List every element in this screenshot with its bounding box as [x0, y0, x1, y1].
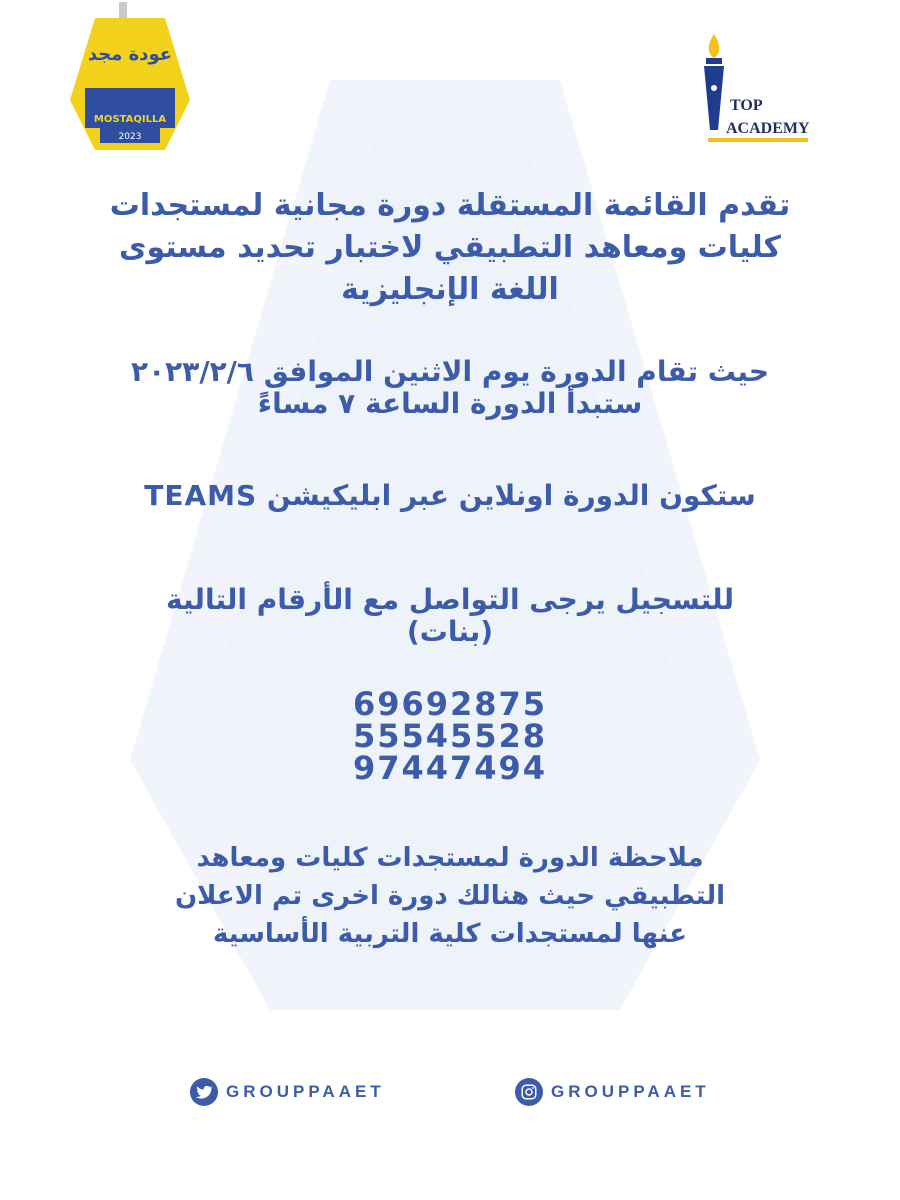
register-paragraph [60, 584, 840, 648]
twitter-handle: GROUPPAAET [226, 1082, 385, 1101]
mostaqilla-badge-logo [55, 0, 205, 160]
register-line: للتسجيل يرجى التواصل مع الأرقام التالية [166, 583, 734, 616]
time-line: ستبدأ الدورة الساعة ٧ مساءً [257, 387, 643, 420]
note-line: ملاحظة الدورة لمستجدات كليات ومعاهد [196, 843, 704, 873]
badge-title: عودة مجد [87, 44, 173, 65]
instagram-link[interactable] [515, 1075, 710, 1109]
intro-line: كليات ومعاهد التطبيقي لاختبار تحديد مستوى [118, 230, 782, 265]
intro-line: اللغة الإنجليزية [341, 272, 559, 307]
torch-flame-icon [709, 34, 720, 58]
online-line: ستكون الدورة اونلاين عبر ابليكيشن TEAMS [144, 479, 756, 512]
intro-paragraph [60, 185, 840, 311]
note-paragraph [60, 839, 840, 953]
intro-line: تقدم القائمة المستقلة دورة مجانية لمستجدات [109, 188, 791, 223]
badge-caption: MOSTAQILLA [93, 114, 167, 125]
phone-number[interactable]: 97447494 [352, 749, 548, 787]
twitter-link[interactable] [190, 1075, 385, 1109]
phone-number[interactable]: 55545528 [352, 717, 548, 755]
note-line: التطبيقي حيث هنالك دورة اخرى تم الاعلان [174, 881, 725, 911]
phone-number[interactable]: 69692875 [352, 685, 548, 723]
register-audience: (بنات) [406, 615, 494, 648]
phone-list [60, 685, 840, 787]
top-academy-logo [690, 30, 820, 145]
pen-nib-icon [704, 66, 724, 130]
logo-line-top: TOP [730, 97, 763, 114]
badge-year: 2023 [118, 132, 142, 142]
note-line: عنها لمستجدات كلية التربية الأساسية [212, 919, 687, 949]
date-paragraph [60, 356, 840, 420]
instagram-icon [515, 1078, 543, 1106]
twitter-icon [190, 1078, 218, 1106]
social-links [190, 1075, 750, 1109]
online-paragraph [60, 480, 840, 512]
instagram-handle: GROUPPAAET [551, 1082, 710, 1101]
logo-line-academy: ACADEMY [726, 120, 810, 137]
announcement-body [60, 185, 840, 953]
date-line: حيث تقام الدورة يوم الاثنين الموافق ٢٠٢٣/٢/٦ [131, 355, 769, 388]
